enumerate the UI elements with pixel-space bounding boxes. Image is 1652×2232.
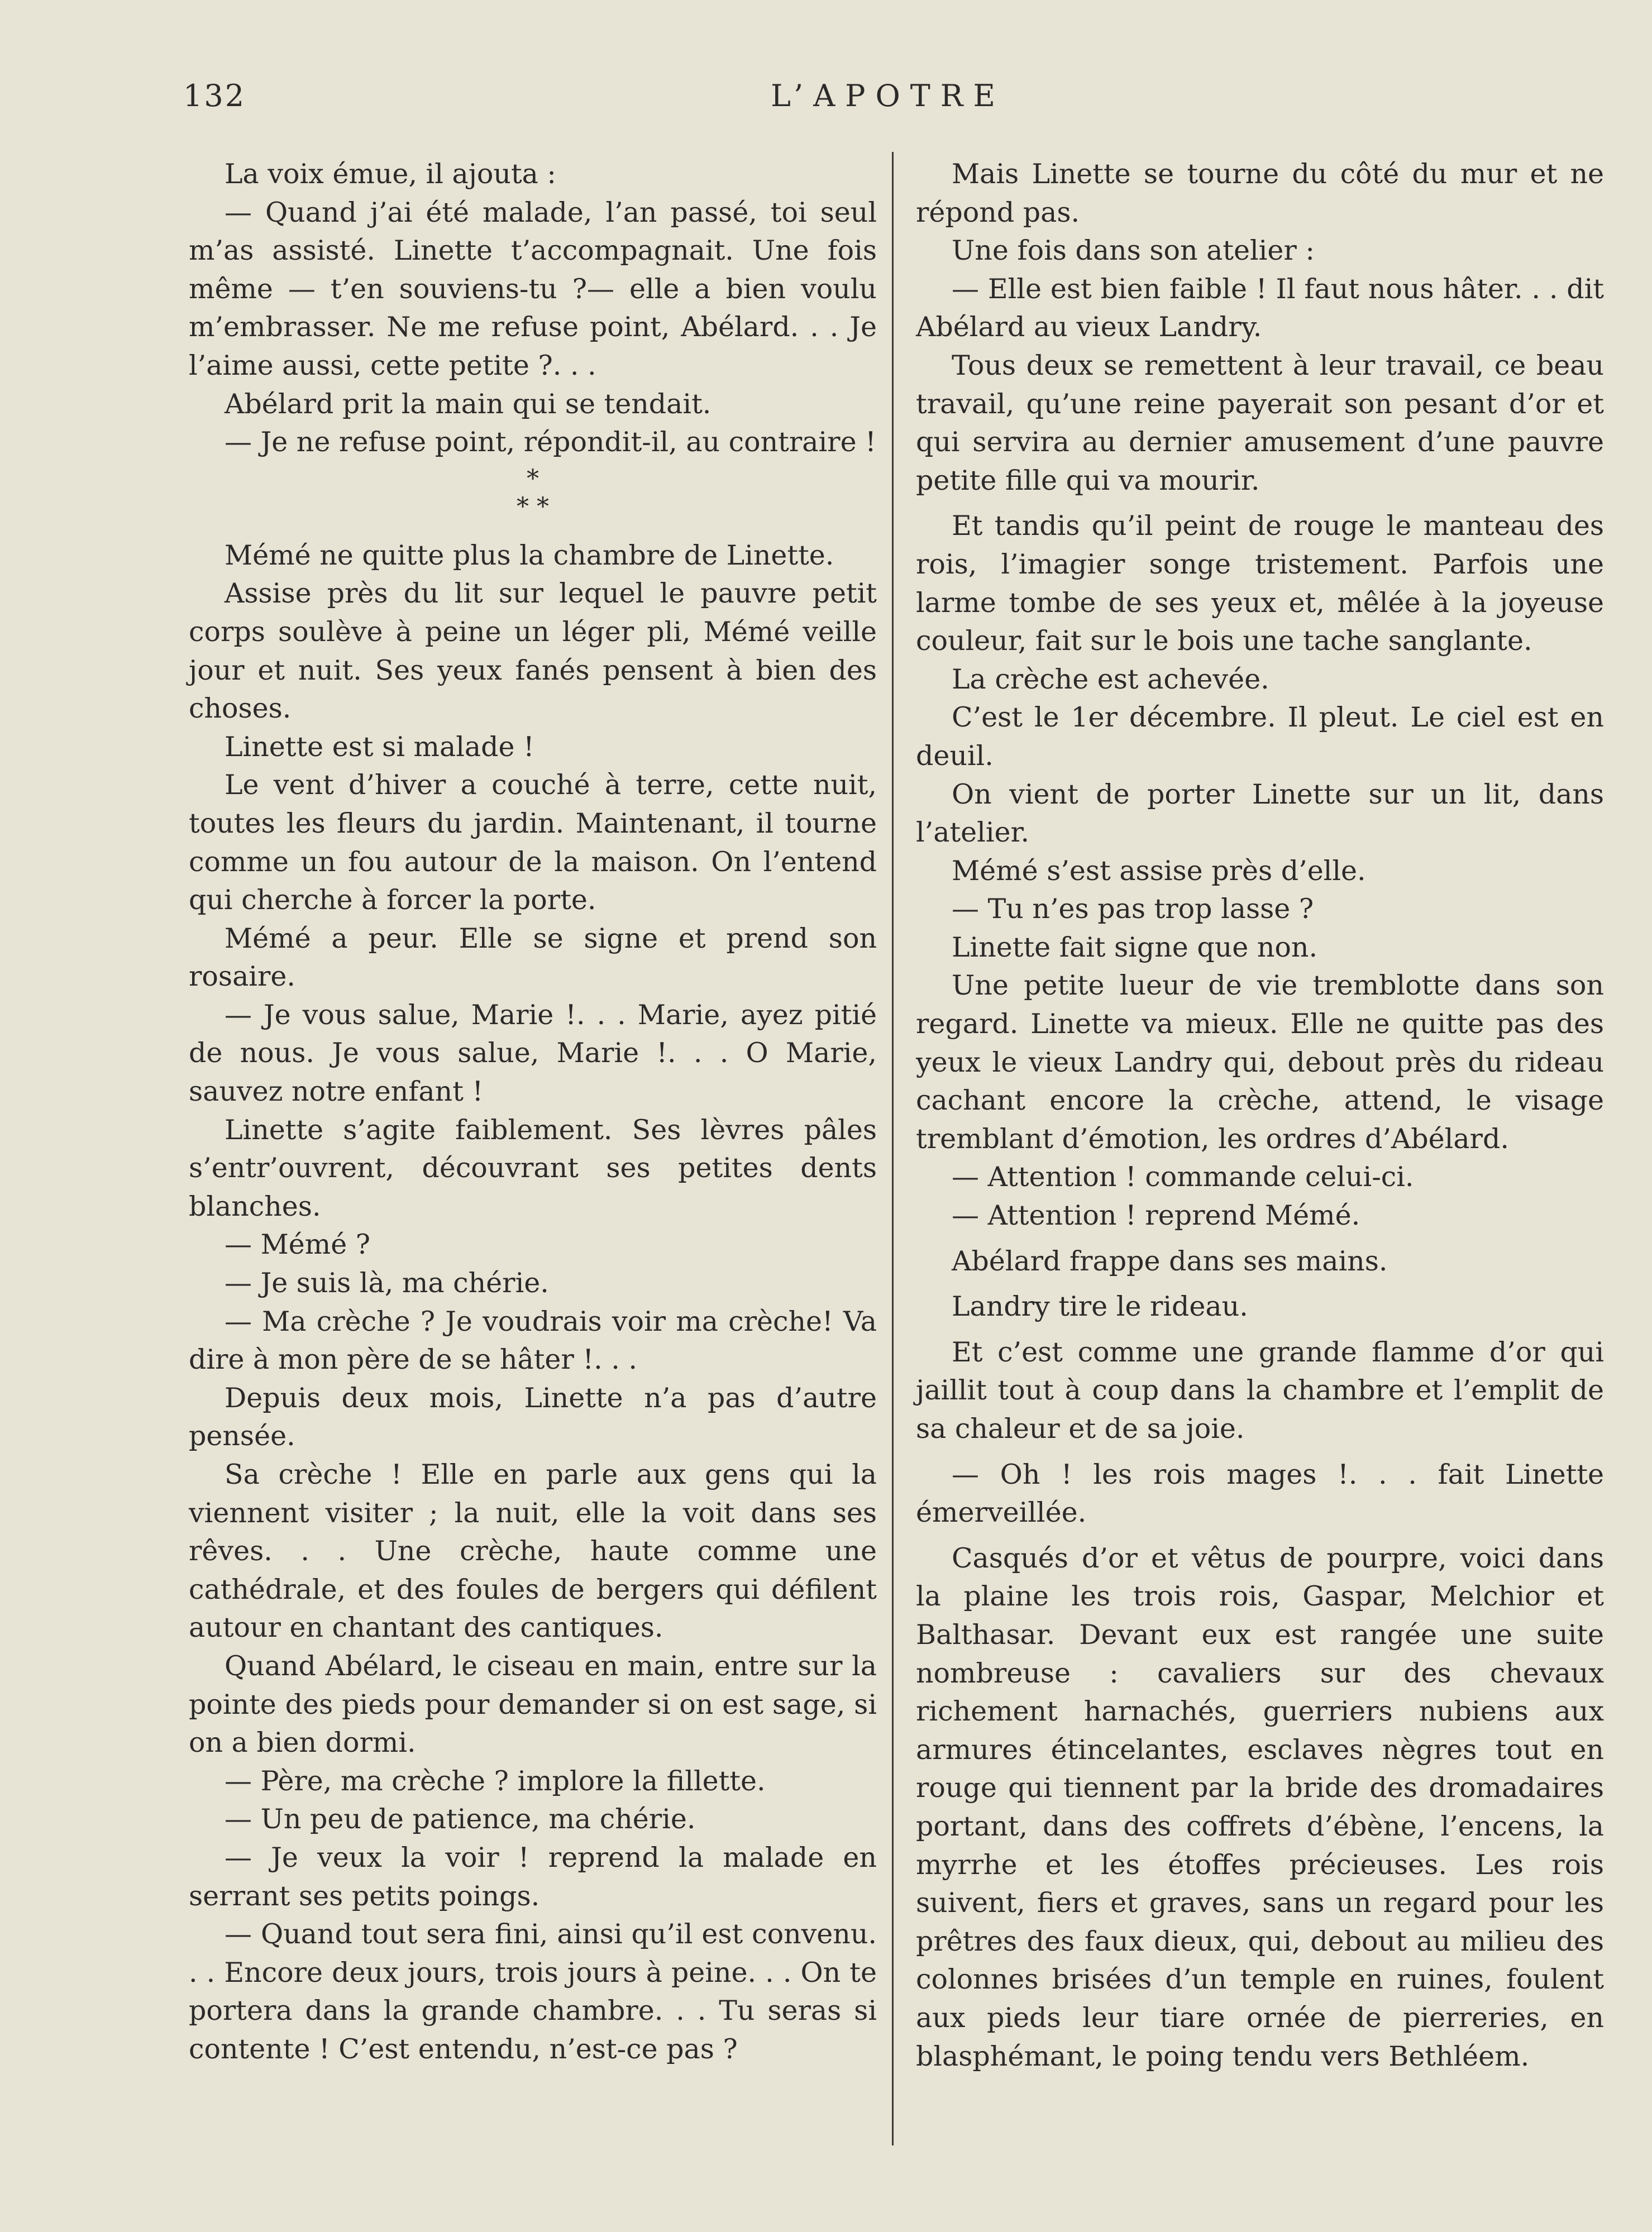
paragraph: — Ma crèche ? Je voudrais voir ma crèche! Va dire à mon père de se hâter !. . . — [189, 1305, 877, 1376]
paragraph: Et tandis qu’il peint de rouge le manteau des rois, l’imagier songe tristement. Parfois une larme tombe de ses yeux et, mêlée à la joyeuse couleur, fait sur le bois une tache sanglante. — [916, 510, 1604, 657]
paragraph: — Quand j’ai été malade, l’an passé, toi seul m’as assisté. Linette t’accompagnait. Une fois même — t’en souviens-tu ?— elle a bien voulu m’embrasser. Ne me refuse point, Abélard. . . Je l’aime aussi, cette petite ?. . . — [189, 196, 877, 381]
paragraph: — Elle est bien faible ! Il faut nous hâter. . . dit Abélard au vieux Landry. — [916, 273, 1604, 343]
paragraph: La crèche est achevée. — [952, 663, 1269, 695]
paragraph: Une fois dans son atelier : — [952, 235, 1315, 267]
asterism-line: * — [527, 464, 539, 493]
paragraph: Casqués d’or et vêtus de pourpre, voici dans la plaine les trois rois, Gaspar, Melchior et Balthasar. Devant eux est rangée une suite nombreuse : cavaliers sur des chevaux richement harnachés, guerriers nubiens aux armures étincelantes, esclaves nègres tout en rouge qui tiennent par la bride des dromadaires portant, dans des coffrets d’ébène, l’encens, la myrrhe et les étoffes précieuses. Les rois suivent, fiers et graves, sans un regard pour les prêtres des faux dieux, qui, debout au milieu des colonnes brisées d’un temple en ruines, foulent aux pieds leur tiare ornée de pierreries, en blasphémant, le poing tendu vers Bethléem. — [916, 1542, 1604, 2072]
paragraph: Abélard prit la main qui se tendait. — [225, 388, 712, 420]
paragraph: — Tu n’es pas trop lasse ? — [952, 893, 1314, 925]
paragraph: — Je suis là, ma chérie. — [225, 1267, 549, 1299]
page-header — [0, 78, 1652, 123]
paragraph: — Attention ! commande celui-ci. — [952, 1161, 1414, 1193]
column-divider — [892, 152, 894, 2145]
paragraph: Une petite lueur de vie tremblotte dans son regard. Linette va mieux. Elle ne quitte pas des yeux le vieux Landry qui, debout près du rideau cachant encore la crèche, attend, le visage tremblant d’émotion, les ordres d’Abélard. — [916, 969, 1604, 1155]
paragraph: Mais Linette se tourne du côté du mur et ne répond pas. — [916, 158, 1604, 228]
paragraph: — Un peu de patience, ma chérie. — [225, 1803, 696, 1836]
paragraph: Et c’est comme une grande flamme d’or qui jaillit tout à coup dans la chambre et l’emplit de sa chaleur et de sa joie. — [916, 1336, 1604, 1445]
paragraph: Linette est si malade ! — [225, 730, 534, 763]
paragraph: La voix émue, il ajouta : — [225, 158, 556, 190]
section-break-asterism — [189, 465, 877, 521]
paragraph: — Je veux la voir ! reprend la malade en serrant ses petits poings. — [189, 1841, 877, 1912]
paragraph: Depuis deux mois, Linette n’a pas d’autre pensée. — [189, 1382, 877, 1452]
paragraph: Le vent d’hiver a couché à terre, cette nuit, toutes les fleurs du jardin. Maintenant, il tourne comme un fou autour de la maison. On l’entend qui cherche à forcer la porte. — [189, 769, 877, 916]
paragraph: — Je ne refuse point, répondit-il, au contraire ! — [225, 426, 876, 458]
paragraph: — Oh ! les rois mages !. . . fait Linette émerveillée. — [916, 1458, 1604, 1529]
paragraph: — Père, ma crèche ? implore la fillette. — [225, 1765, 766, 1797]
page-number: 132 — [183, 78, 246, 113]
paragraph: Mémé s’est assise près d’elle. — [952, 854, 1366, 887]
paragraph: — Quand tout sera fini, ainsi qu’il est convenu. . . Encore deux jours, trois jours à peine. . . On te portera dans la grande chambre. . . Tu seras si contente ! C’est entendu, n’est-ce pas ? — [189, 1918, 877, 2065]
paragraph: Quand Abélard, le ciseau en main, entre sur la pointe des pieds pour demander si on est sage, si on a bien dormi. — [189, 1650, 877, 1759]
paragraph: Linette s’agite faiblement. Ses lèvres pâles s’entr’ouvrent, découvrant ses petites dents blanches. — [189, 1113, 877, 1222]
paragraph: — Je vous salue, Marie !. . . Marie, ayez pitié de nous. Je vous salue, Marie !. . . O Marie, sauvez notre enfant ! — [189, 998, 877, 1108]
paragraph: C’est le 1er décembre. Il pleut. Le ciel est en deuil. — [916, 701, 1604, 772]
paragraph: Landry tire le rideau. — [952, 1291, 1248, 1323]
paragraph: Linette fait signe que non. — [952, 931, 1318, 963]
paragraph: Mémé ne quitte plus la chambre de Linette. — [225, 539, 834, 571]
paragraph: Tous deux se remettent à leur travail, ce beau travail, qu’une reine payerait son pesant d’or et qui servira au dernier amusement d’une pauvre petite fille qui va mourir. — [916, 349, 1604, 496]
paragraph: Sa crèche ! Elle en parle aux gens qui la viennent visiter ; la nuit, elle la voit dans ses rêves. . . Une crèche, haute comme une cathédrale, et des foules de bergers qui défilent autour en chantant des cantiques. — [189, 1459, 877, 1644]
paragraph: On vient de porter Linette sur un lit, dans l’atelier. — [916, 778, 1604, 849]
paragraph: Abélard frappe dans ses mains. — [952, 1245, 1388, 1277]
paragraph: — Attention ! reprend Mémé. — [952, 1199, 1360, 1232]
paragraph: Assise près du lit sur lequel le pauvre petit corps soulève à peine un léger pli, Mémé veille jour et nuit. Ses yeux fanés pensent à bien des choses. — [189, 577, 877, 725]
paragraph: — Mémé ? — [225, 1229, 371, 1261]
running-title: L’APOTRE — [771, 78, 1005, 113]
paragraph: Mémé a peur. Elle se signe et prend son rosaire. — [189, 922, 877, 993]
asterism-line: * * — [517, 492, 549, 521]
right-column — [916, 155, 1604, 2076]
left-column — [189, 155, 877, 2069]
